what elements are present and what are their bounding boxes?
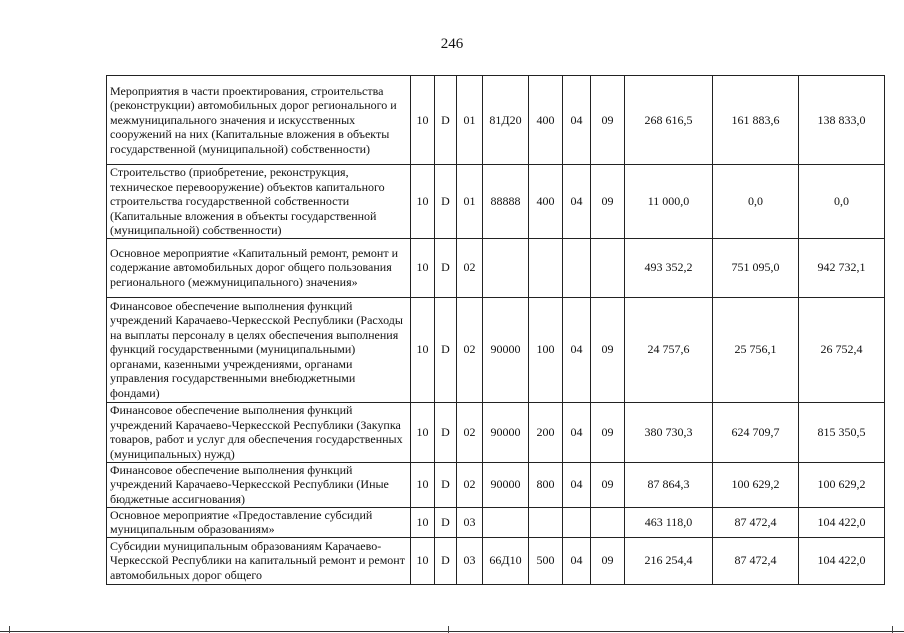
expense-type-code: 100 bbox=[529, 297, 563, 402]
amount-year-3: 0,0 bbox=[799, 165, 885, 239]
row-description: Финансовое обеспечение выполнения функций учреждений Карачаево-Черкесской Республики (Закупка товаров, работ и услуг для обеспечения государственных (муниципальных) нужд) bbox=[107, 402, 411, 462]
subprogram-code: D bbox=[435, 537, 457, 584]
direction-code: 66Д10 bbox=[483, 537, 529, 584]
amount-year-3: 104 422,0 bbox=[799, 507, 885, 537]
program-code: 10 bbox=[411, 165, 435, 239]
section-code: 04 bbox=[563, 462, 591, 507]
table-row bbox=[107, 402, 885, 462]
subprogram-code: D bbox=[435, 165, 457, 239]
program-code: 10 bbox=[411, 297, 435, 402]
amount-year-1: 493 352,2 bbox=[625, 238, 713, 297]
amount-year-1: 87 864,3 bbox=[625, 462, 713, 507]
subprogram-code: D bbox=[435, 507, 457, 537]
measure-code: 02 bbox=[457, 238, 483, 297]
program-code: 10 bbox=[411, 76, 435, 165]
subsection-code bbox=[591, 238, 625, 297]
amount-year-3: 100 629,2 bbox=[799, 462, 885, 507]
table-row bbox=[107, 537, 885, 584]
subprogram-code: D bbox=[435, 238, 457, 297]
scan-tick bbox=[9, 626, 10, 633]
amount-year-2: 0,0 bbox=[713, 165, 799, 239]
amount-year-1: 463 118,0 bbox=[625, 507, 713, 537]
subsection-code: 09 bbox=[591, 537, 625, 584]
subsection-code: 09 bbox=[591, 297, 625, 402]
expense-type-code bbox=[529, 238, 563, 297]
measure-code: 01 bbox=[457, 76, 483, 165]
measure-code: 02 bbox=[457, 402, 483, 462]
section-code: 04 bbox=[563, 165, 591, 239]
direction-code: 88888 bbox=[483, 165, 529, 239]
direction-code: 90000 bbox=[483, 402, 529, 462]
scan-tick bbox=[892, 626, 893, 633]
table-row bbox=[107, 238, 885, 297]
row-description: Субсидии муниципальным образованиям Карачаево-Черкесской Республики на капитальный ремонт и ремонт автомобильных дорог общего bbox=[107, 537, 411, 584]
table-row bbox=[107, 507, 885, 537]
program-code: 10 bbox=[411, 507, 435, 537]
budget-table bbox=[106, 75, 885, 585]
table-row bbox=[107, 76, 885, 165]
section-code: 04 bbox=[563, 297, 591, 402]
amount-year-3: 26 752,4 bbox=[799, 297, 885, 402]
amount-year-2: 87 472,4 bbox=[713, 507, 799, 537]
measure-code: 02 bbox=[457, 462, 483, 507]
direction-code: 81Д20 bbox=[483, 76, 529, 165]
amount-year-1: 380 730,3 bbox=[625, 402, 713, 462]
measure-code: 01 bbox=[457, 165, 483, 239]
row-description: Основное мероприятие «Предоставление субсидий муниципальным образованиям» bbox=[107, 507, 411, 537]
row-description: Основное мероприятие «Капитальный ремонт, ремонт и содержание автомобильных дорог общего пользования регионального (межмуниципального) значения» bbox=[107, 238, 411, 297]
measure-code: 03 bbox=[457, 537, 483, 584]
section-code bbox=[563, 507, 591, 537]
subsection-code: 09 bbox=[591, 165, 625, 239]
measure-code: 02 bbox=[457, 297, 483, 402]
expense-type-code: 800 bbox=[529, 462, 563, 507]
amount-year-2: 87 472,4 bbox=[713, 537, 799, 584]
expense-type-code: 400 bbox=[529, 76, 563, 165]
direction-code: 90000 bbox=[483, 297, 529, 402]
section-code: 04 bbox=[563, 402, 591, 462]
amount-year-1: 216 254,4 bbox=[625, 537, 713, 584]
subprogram-code: D bbox=[435, 297, 457, 402]
section-code: 04 bbox=[563, 76, 591, 165]
row-description: Мероприятия в части проектирования, строительства (реконструкции) автомобильных дорог регионального и межмуниципального значения и искусственных сооружений на них (Капитальные вложения в объекты государственной (муниципальной) собственности) bbox=[107, 76, 411, 165]
expense-type-code bbox=[529, 507, 563, 537]
page-number: 246 bbox=[440, 36, 464, 52]
expense-type-code: 400 bbox=[529, 165, 563, 239]
subsection-code bbox=[591, 507, 625, 537]
amount-year-3: 815 350,5 bbox=[799, 402, 885, 462]
section-code: 04 bbox=[563, 537, 591, 584]
subprogram-code: D bbox=[435, 76, 457, 165]
table-row bbox=[107, 297, 885, 402]
table-row bbox=[107, 462, 885, 507]
expense-type-code: 200 bbox=[529, 402, 563, 462]
amount-year-2: 624 709,7 bbox=[713, 402, 799, 462]
direction-code bbox=[483, 238, 529, 297]
table-row bbox=[107, 165, 885, 239]
row-description: Строительство (приобретение, реконструкция, техническое перевооружение) объектов капитального строительства государственной собственности (Капитальные вложения в объекты государственной (муниципальной) собственности) bbox=[107, 165, 411, 239]
scan-edge-line bbox=[0, 631, 904, 632]
amount-year-2: 161 883,6 bbox=[713, 76, 799, 165]
amount-year-1: 268 616,5 bbox=[625, 76, 713, 165]
amount-year-2: 751 095,0 bbox=[713, 238, 799, 297]
amount-year-3: 138 833,0 bbox=[799, 76, 885, 165]
subsection-code: 09 bbox=[591, 462, 625, 507]
subprogram-code: D bbox=[435, 462, 457, 507]
direction-code: 90000 bbox=[483, 462, 529, 507]
scan-tick bbox=[448, 626, 449, 633]
row-description: Финансовое обеспечение выполнения функций учреждений Карачаево-Черкесской Республики (Расходы на выплаты персоналу в целях обеспечения выполнения функций государственными (муниципальными) органами, казенными учреждениями, органами управления государственными внебюджетными фондами) bbox=[107, 297, 411, 402]
amount-year-3: 104 422,0 bbox=[799, 537, 885, 584]
subsection-code: 09 bbox=[591, 402, 625, 462]
section-code bbox=[563, 238, 591, 297]
subsection-code: 09 bbox=[591, 76, 625, 165]
program-code: 10 bbox=[411, 238, 435, 297]
measure-code: 03 bbox=[457, 507, 483, 537]
amount-year-2: 25 756,1 bbox=[713, 297, 799, 402]
expense-type-code: 500 bbox=[529, 537, 563, 584]
direction-code bbox=[483, 507, 529, 537]
amount-year-3: 942 732,1 bbox=[799, 238, 885, 297]
program-code: 10 bbox=[411, 402, 435, 462]
subprogram-code: D bbox=[435, 402, 457, 462]
amount-year-1: 11 000,0 bbox=[625, 165, 713, 239]
amount-year-2: 100 629,2 bbox=[713, 462, 799, 507]
program-code: 10 bbox=[411, 462, 435, 507]
amount-year-1: 24 757,6 bbox=[625, 297, 713, 402]
program-code: 10 bbox=[411, 537, 435, 584]
row-description: Финансовое обеспечение выполнения функций учреждений Карачаево-Черкесской Республики (Иные бюджетные ассигнования) bbox=[107, 462, 411, 507]
